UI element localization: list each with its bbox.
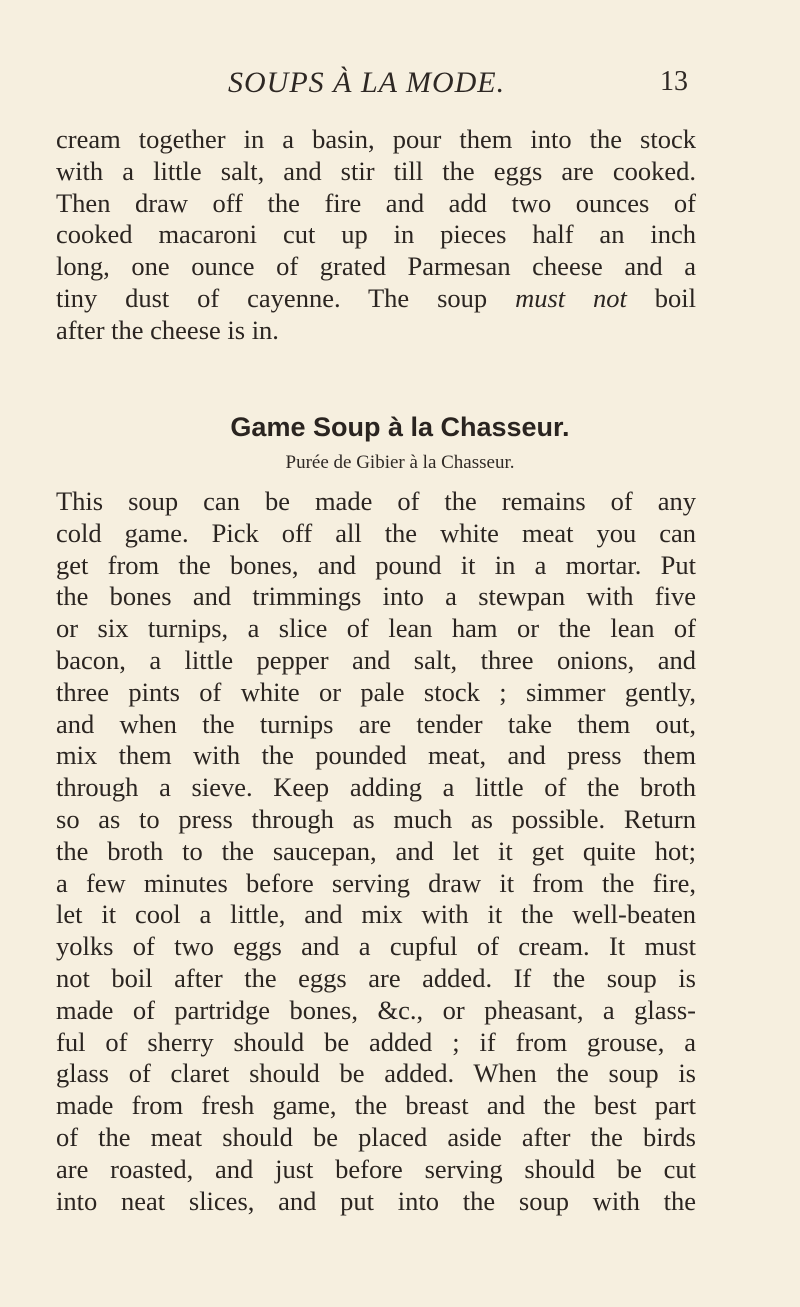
continuation-paragraph — [56, 124, 696, 347]
text-line: yolks of two eggs and a cupful of cream. It must — [56, 931, 696, 962]
text-line: let it cool a little, and mix with it the well-beaten — [56, 899, 696, 930]
text-line-with-emphasis — [56, 283, 696, 315]
text-fragment: boil — [654, 282, 697, 313]
text-line: after the cheese is in. — [56, 314, 279, 345]
emphasis-must-not: must not — [515, 282, 627, 313]
text-line: glass of claret should be added. When the soup is — [56, 1058, 696, 1089]
text-line: through a sieve. Keep adding a little of the broth — [56, 772, 696, 803]
text-line: made from fresh game, the breast and the best part — [56, 1090, 696, 1121]
running-title: SOUPS À LA MODE. — [228, 66, 506, 99]
text-line: a few minutes before serving draw it from the fire, — [56, 867, 696, 898]
text-line: not boil after the eggs are added. If the soup is — [56, 962, 696, 993]
recipe-subtitle: Purée de Gibier à la Chasseur. — [285, 452, 515, 473]
text-line: so as to press through as much as possible. Return — [56, 803, 696, 834]
text-line: three pints of white or pale stock ; simmer gently, — [56, 676, 696, 707]
text-line: made of partridge bones, &c., or pheasant, a glass- — [56, 994, 696, 1025]
text-line: the broth to the saucepan, and let it get quite hot; — [56, 835, 696, 866]
text-line: or six turnips, a slice of lean ham or the lean of — [56, 613, 696, 644]
text-line: get from the bones, and pound it in a mortar. Put — [56, 549, 696, 580]
text-line: bacon, a little pepper and salt, three onions, and — [56, 644, 696, 675]
text-line: into neat slices, and put into the soup with the — [56, 1185, 696, 1216]
recipe-title: Game Soup à la Chasseur. — [230, 412, 570, 442]
text-line: mix them with the pounded meat, and press them — [56, 740, 696, 771]
running-head — [0, 66, 800, 106]
text-line: are roasted, and just before serving should be cut — [56, 1153, 696, 1184]
text-line: Then draw off the fire and add two ounces of — [56, 187, 696, 218]
text-line: of the meat should be placed aside after the birds — [56, 1121, 696, 1152]
page-number: 13 — [660, 66, 688, 97]
text-line: This soup can be made of the remains of any — [56, 486, 696, 516]
text-line: long, one ounce of grated Parmesan cheese and a — [56, 251, 696, 282]
text-line: and when the turnips are tender take them out, — [56, 708, 696, 739]
text-fragment: tiny dust of cayenne. The soup — [56, 282, 488, 313]
text-line: cold game. Pick off all the white meat you can — [56, 517, 696, 548]
text-line: cream together in a basin, pour them into the stock — [56, 124, 696, 154]
recipe-paragraph — [56, 486, 696, 1217]
text-line: ful of sherry should be added ; if from grouse, a — [56, 1026, 696, 1057]
text-line: cooked macaroni cut up in pieces half an inch — [56, 219, 696, 250]
text-line: with a little salt, and stir till the eggs are cooked. — [56, 155, 696, 186]
text-line: the bones and trimmings into a stewpan with five — [56, 581, 696, 612]
